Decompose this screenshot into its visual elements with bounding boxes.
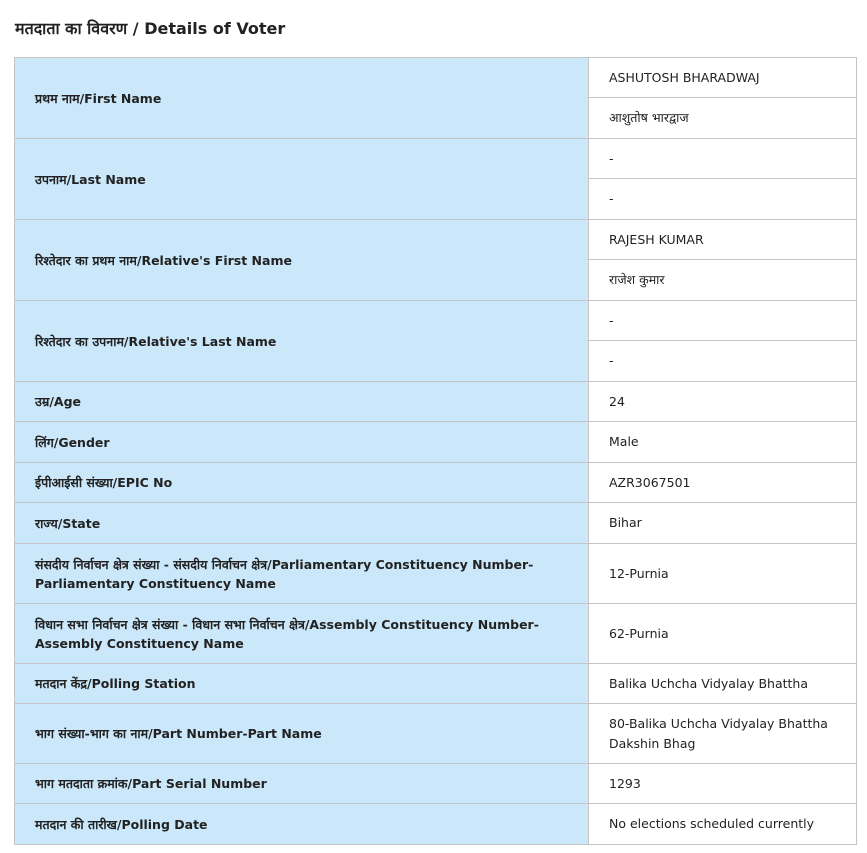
- last-name-label: उपनाम/Last Name: [15, 139, 589, 220]
- table-row: [15, 463, 857, 503]
- relative-last-name-label: रिश्तेदार का उपनाम/Relative's Last Name: [15, 301, 589, 382]
- table-row: [15, 704, 857, 764]
- table-row: [15, 764, 857, 804]
- relative-first-name-label: रिश्तेदार का प्रथम नाम/Relative's First Name: [15, 220, 589, 301]
- part-serial-number-value: 1293: [589, 764, 857, 804]
- polling-date-value: No elections scheduled currently: [589, 804, 857, 845]
- epic-no-label: ईपीआईसी संख्या/EPIC No: [15, 463, 589, 503]
- gender-label: लिंग/Gender: [15, 422, 589, 463]
- table-row: [15, 664, 857, 704]
- parliamentary-constituency-label: संसदीय निर्वाचन क्षेत्र संख्या - संसदीय निर्वाचन क्षेत्र/Parliamentary Constituency Number-Parliamentary Constituency Name: [15, 544, 589, 604]
- table-row: [15, 301, 857, 341]
- voter-details-table: [14, 57, 857, 845]
- age-value: 24: [589, 382, 857, 422]
- polling-date-label: मतदान की तारीख/Polling Date: [15, 804, 589, 845]
- assembly-constituency-label: विधान सभा निर्वाचन क्षेत्र संख्या - विधान सभा निर्वाचन क्षेत्र/Assembly Constituency Number-Assembly Constituency Name: [15, 604, 589, 664]
- relative-first-name-value-english: RAJESH KUMAR: [589, 220, 857, 260]
- last-name-value-hindi: -: [589, 179, 857, 220]
- epic-no-value: AZR3067501: [589, 463, 857, 503]
- table-row: [15, 544, 857, 604]
- first-name-value-english: ASHUTOSH BHARADWAJ: [589, 58, 857, 98]
- polling-station-value: Balika Uchcha Vidyalay Bhattha: [589, 664, 857, 704]
- table-row: [15, 139, 857, 179]
- age-label: उम्र/Age: [15, 382, 589, 422]
- state-value: Bihar: [589, 503, 857, 544]
- last-name-value-english: -: [589, 139, 857, 179]
- state-label: राज्य/State: [15, 503, 589, 544]
- first-name-value-hindi: आशुतोष भारद्वाज: [589, 98, 857, 139]
- table-row: [15, 422, 857, 463]
- first-name-label: प्रथम नाम/First Name: [15, 58, 589, 139]
- part-number-name-value: 80-Balika Uchcha Vidyalay Bhattha Dakshin Bhag: [589, 704, 857, 764]
- part-serial-number-label: भाग मतदाता क्रमांक/Part Serial Number: [15, 764, 589, 804]
- gender-value: Male: [589, 422, 857, 463]
- assembly-constituency-value: 62-Purnia: [589, 604, 857, 664]
- relative-first-name-value-hindi: राजेश कुमार: [589, 260, 857, 301]
- parliamentary-constituency-value: 12-Purnia: [589, 544, 857, 604]
- table-row: [15, 804, 857, 845]
- table-row: [15, 58, 857, 98]
- page-title: मतदाता का विवरण / Details of Voter: [15, 19, 286, 38]
- table-row: [15, 604, 857, 664]
- table-row: [15, 503, 857, 544]
- table-row: [15, 220, 857, 260]
- relative-last-name-value-hindi: -: [589, 341, 857, 382]
- table-row: [15, 382, 857, 422]
- relative-last-name-value-english: -: [589, 301, 857, 341]
- polling-station-label: मतदान केंद्र/Polling Station: [15, 664, 589, 704]
- part-number-name-label: भाग संख्या-भाग का नाम/Part Number-Part Name: [15, 704, 589, 764]
